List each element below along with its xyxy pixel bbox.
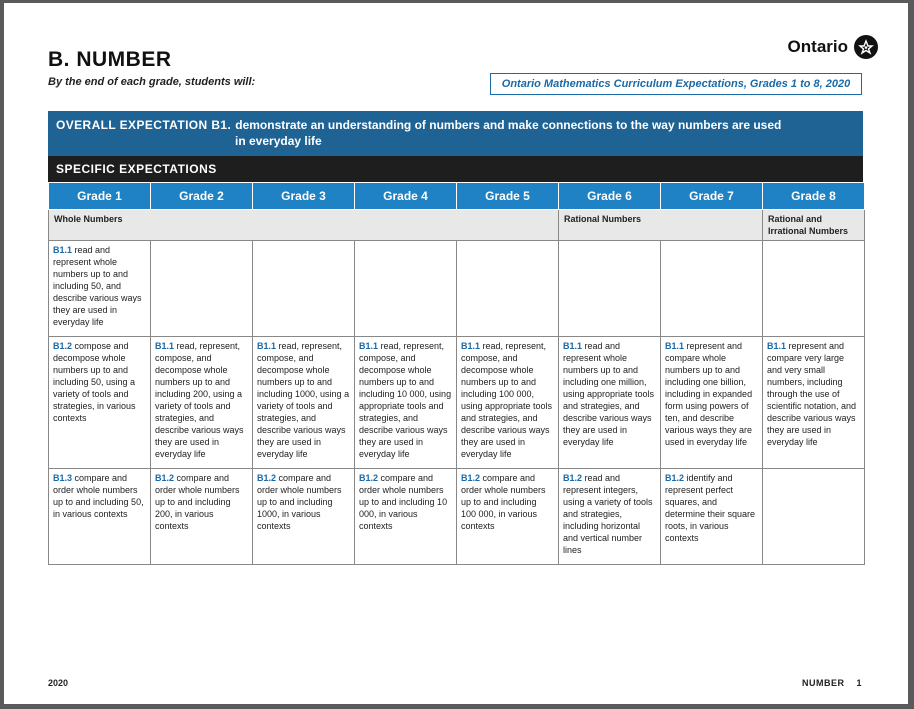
expectation-text: read, represent, compose, and decompose whole numbers up to and including 100 000, using appropriate tools and strategies, and describe various ways they are used in everyday life — [461, 341, 553, 459]
expectation-text: represent and compare whole numbers up to and including one billion, including in expanded form using powers of ten, and describe various ways they are used in everyday life — [665, 341, 753, 447]
expectation-text: read and represent whole numbers up to and including one million, using appropriate tools and strategies, and describe various ways they are used in everyday life — [563, 341, 655, 447]
table-row — [49, 469, 865, 565]
footer-page-number: 1 — [856, 678, 862, 688]
strand-whole-numbers: Whole Numbers — [49, 210, 559, 241]
grade-header: Grade 3 — [253, 183, 355, 210]
expectation-code: B1.1 — [155, 341, 175, 351]
document-page — [4, 3, 908, 704]
ontario-logo — [788, 35, 878, 59]
expectation-text: read and represent integers, using a variety of tools and strategies, including horizontal and vertical number lines — [563, 473, 653, 555]
grade-header: Grade 7 — [661, 183, 763, 210]
expectation-code: B1.2 — [155, 473, 175, 483]
expectation-text: compare and order whole numbers up to and including 50, in various contexts — [53, 473, 144, 519]
expectation-cell — [457, 241, 559, 337]
strand-rational-numbers: Rational Numbers — [559, 210, 763, 241]
expectation-code: B1.1 — [53, 245, 73, 255]
expectation-cell — [355, 337, 457, 469]
expectation-cell — [49, 469, 151, 565]
specific-expectations-heading: SPECIFIC EXPECTATIONS — [48, 156, 863, 182]
expectation-cell — [763, 337, 865, 469]
footer-section-name: NUMBER — [801, 678, 845, 688]
expectation-code: B1.1 — [461, 341, 481, 351]
expectation-cell — [253, 337, 355, 469]
expectation-code: B1.1 — [767, 341, 787, 351]
expectation-cell — [355, 241, 457, 337]
expectation-code: B1.1 — [359, 341, 379, 351]
expectation-cell — [559, 469, 661, 565]
overall-expectation-text-continued: in everyday life — [235, 134, 322, 148]
table-row — [49, 337, 865, 469]
trillium-icon — [854, 35, 878, 59]
expectation-text: read, represent, compose, and decompose whole numbers up to and including 10 000, using appropriate tools and strategies, and describe various ways they are used in everyday life — [359, 341, 452, 459]
expectation-text: represent and compare very large and very small numbers, including through the use of scientific notation, and describe various ways they are used in everyday life — [767, 341, 857, 447]
expectation-cell — [559, 241, 661, 337]
document-reference-box: Ontario Mathematics Curriculum Expectations, Grades 1 to 8, 2020 — [490, 73, 862, 95]
section-subtitle: By the end of each grade, students will: — [48, 76, 256, 88]
expectation-text: read and represent whole numbers up to and including 50, and describe various ways they are used in everyday life — [53, 245, 142, 327]
overall-expectation-banner — [48, 111, 863, 156]
expectation-code: B1.2 — [257, 473, 277, 483]
expectation-cell — [457, 337, 559, 469]
expectation-cell — [661, 241, 763, 337]
grade-header: Grade 8 — [763, 183, 865, 210]
expectation-code: B1.1 — [665, 341, 685, 351]
expectation-cell — [49, 241, 151, 337]
expectation-text: compare and order whole numbers up to and including 1000, in various contexts — [257, 473, 342, 531]
grade-header: Grade 6 — [559, 183, 661, 210]
expectation-cell — [253, 469, 355, 565]
logo-text: Ontario — [787, 37, 848, 56]
expectation-cell — [151, 241, 253, 337]
expectation-text: compose and decompose whole numbers up to and including 50, using a variety of tools and strategies, in various contexts — [53, 341, 136, 423]
expectation-text: identify and represent perfect squares, and determine their square roots, in various contexts — [665, 473, 756, 543]
table-row — [49, 241, 865, 337]
expectation-cell — [355, 469, 457, 565]
section-title: B. NUMBER — [48, 48, 172, 71]
overall-expectation-text: demonstrate an understanding of numbers and make connections to the way numbers are used — [235, 118, 782, 132]
strand-rational-irrational-numbers: Rational and Irrational Numbers — [763, 210, 865, 241]
overall-expectation-label: OVERALL EXPECTATION B1. — [56, 118, 232, 132]
grade-header: Grade 4 — [355, 183, 457, 210]
expectation-text: read, represent, compose, and decompose whole numbers up to and including 1000, using a variety of tools and strategies, and describe various ways they are used in everyday life — [257, 341, 350, 459]
expectation-text: read, represent, compose, and decompose whole numbers up to and including 200, using a variety of tools and strategies, and describe various ways they are used in everyday life — [155, 341, 244, 459]
expectation-code: B1.2 — [665, 473, 685, 483]
expectation-cell — [763, 469, 865, 565]
expectation-cell — [661, 469, 763, 565]
expectation-text: compare and order whole numbers up to and including 100 000, in various contexts — [461, 473, 546, 531]
expectation-cell — [763, 241, 865, 337]
expectation-cell — [151, 469, 253, 565]
expectation-code: B1.2 — [53, 341, 73, 351]
grade-header: Grade 2 — [151, 183, 253, 210]
expectation-cell — [661, 337, 763, 469]
expectation-code: B1.1 — [563, 341, 583, 351]
expectation-code: B1.2 — [461, 473, 481, 483]
grade-header: Grade 5 — [457, 183, 559, 210]
expectations-table — [48, 182, 865, 565]
footer-page-label — [802, 678, 862, 688]
expectation-cell — [49, 337, 151, 469]
expectation-code: B1.3 — [53, 473, 73, 483]
grade-header-row — [49, 183, 865, 210]
expectation-code: B1.1 — [257, 341, 277, 351]
strand-row — [49, 210, 865, 241]
expectation-cell — [559, 337, 661, 469]
expectation-cell — [253, 241, 355, 337]
expectation-code: B1.2 — [563, 473, 583, 483]
expectation-text: compare and order whole numbers up to and including 10 000, in various contexts — [359, 473, 448, 531]
expectation-text: compare and order whole numbers up to and including 200, in various contexts — [155, 473, 240, 531]
footer-year: 2020 — [48, 678, 69, 688]
expectation-code: B1.2 — [359, 473, 379, 483]
expectation-cell — [457, 469, 559, 565]
grade-header: Grade 1 — [49, 183, 151, 210]
expectation-cell — [151, 337, 253, 469]
